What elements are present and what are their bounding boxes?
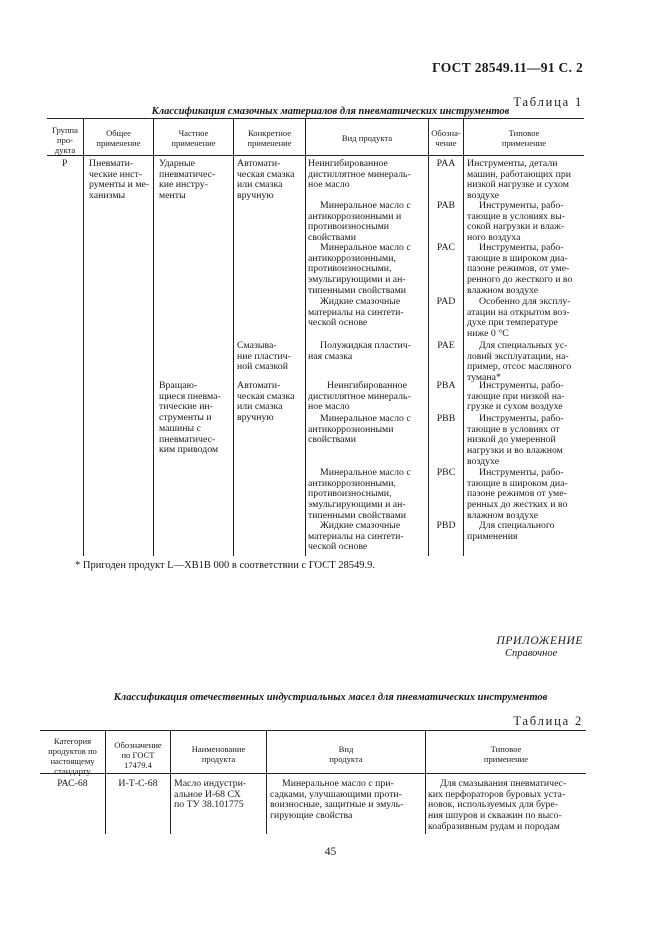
header-product-name: Наименование продукта [191, 744, 246, 764]
header-category: Категория продуктов по настоящему стандарту [48, 736, 97, 776]
header-product-kind: Вид продукта [341, 133, 393, 143]
typical-use-pbd: Для специального применения [467, 520, 555, 542]
code-pad: PAD [436, 296, 456, 307]
product-kind-pba: Неингибированное дистиллятное минераль- ное масло [308, 380, 411, 413]
typical-use-pbc: Инструменты, рабо- тающие в широком диа- пазоне режимов от уме- ренных до жестких и во влажном воздухе [467, 467, 568, 521]
typical-use-pab: Инструменты, рабо- тающие в условиях вы- сокой нагрузки и влаж- ного воздуха [467, 200, 565, 244]
row-typical-use: Для смазывания пневматичес- ких перфораторов буровых уста- новок, используемых для буре- ния шпуров и скважин по высо- коабразивным рудам и породам [428, 778, 567, 832]
header-code: Обозна- чение [431, 128, 461, 148]
specific-use-auto-2: Автомати- ческая смазка или смазка вручную [237, 380, 295, 424]
row-product-name: Масло индустри- альное И-68 СХ по ТУ 38.101775 [174, 778, 247, 811]
table2-label: Таблица 2 [513, 714, 583, 728]
header-typical-use-2: Типовое применение [483, 744, 529, 764]
group-code: Р [62, 158, 68, 169]
row-category: РАС-68 [57, 778, 88, 789]
header-designation: Обозначение по ГОСТ 17479.4 [114, 740, 162, 770]
particular-use-impact: Ударные пневматичес- кие инстру- менты [159, 158, 216, 202]
code-pbd: PBD [436, 520, 456, 531]
typical-use-pbb: Инструменты, рабо- тающие в условиях от низкой до умеренной нагрузки и во влажном воздухе [467, 413, 564, 467]
product-kind-paa: Неингибированное дистиллятное минераль- ное масло [308, 158, 411, 191]
product-kind-pab: Минеральное масло с антикоррозионными и противоизносными свойствами [308, 200, 411, 244]
table2-title: Классификация отечественных индустриальных масел для пневматических инструментов [113, 692, 548, 703]
product-kind-pbd: Жидкие смазочные материалы на синтети- ческой основе [308, 520, 404, 553]
header-specific-use: Конкретное применение [247, 128, 292, 148]
specific-use-grease: Смазыва- ние пластич- ной смазкой [237, 340, 291, 373]
typical-use-pad: Особенно для эксплу- атации на открытом воз- духе при температуре ниже 0 °C [467, 296, 571, 340]
particular-use-rotary: Вращаю- щиеся пневма- тические ин- струменты и машины с пневматичес- ким приводом [159, 380, 221, 456]
table1-title: Классификация смазочных материалов для пневматических инструментов [151, 106, 510, 117]
document-header: ГОСТ 28549.11—91 С. 2 [432, 60, 583, 75]
page-number: 45 [324, 846, 337, 858]
product-kind-pad: Жидкие смазочные материалы на синтети- ческой основе [308, 296, 404, 329]
table1-label: Таблица 1 [513, 95, 583, 109]
header-typical-use: Типовое применение [501, 128, 547, 148]
product-kind-pbc: Минеральное масло с антикоррозионными, противоизносными, эмульгирующими и ан- типенными свойствами [308, 467, 411, 521]
code-pae: PAE [437, 340, 455, 351]
code-paa: PAA [436, 158, 456, 169]
header-group: Группа про- дукта [52, 125, 78, 155]
code-pab: PAB [436, 200, 456, 211]
specific-use-auto-1: Автомати- ческая смазка или смазка вручную [237, 158, 295, 202]
header-product-kind-2: Вид продукта [329, 744, 363, 764]
header-particular-use: Частное применение [171, 128, 216, 148]
row-designation: И-Т-С-68 [118, 778, 158, 789]
product-kind-pac: Минеральное масло с антикоррозионными, противоизносными, эмульгирующими и ан- типенными свойствами [308, 242, 411, 296]
typical-use-pac: Инструменты, рабо- тающие в широком диа- пазоне режимов, от уме- ренного до жесткого и во влажном воздухе [467, 242, 573, 296]
code-pbc: PBC [436, 467, 456, 478]
general-use: Пневмати- ческие инст- рументы и ме- ханизмы [89, 158, 150, 202]
typical-use-pba: Инструменты, рабо- тающие при низкой на- грузке и сухом воздухе [467, 380, 565, 413]
product-kind-pae: Полужидкая пластич- ная смазка [308, 340, 411, 362]
appendix-subtitle: Справочное [505, 648, 558, 659]
typical-use-pae: Для специальных ус- ловий эксплуатации, на- пример, отсос масляного тумана* [467, 340, 572, 384]
typical-use-paa: Инструменты, детали машин, работающих при низкой нагрузке и сухом воздухе [467, 158, 571, 202]
table1-footnote: * Пригоден продукт L—XB1B 000 в соответствии с ГОСТ 28549.9. [75, 560, 376, 571]
product-kind-pbb: Минеральное масло с антикоррозионными свойствами [308, 413, 411, 446]
code-pba: PBA [436, 380, 456, 391]
row-product-kind: Минеральное масло с при- садками, улучшающими проти- воизносные, защитные и эмуль- гирующие свойства [270, 778, 404, 822]
code-pac: PAC [436, 242, 456, 253]
header-general-use: Общее применение [96, 128, 141, 148]
code-pbb: PBB [436, 413, 456, 424]
appendix-title: ПРИЛОЖЕНИЕ [496, 635, 583, 647]
